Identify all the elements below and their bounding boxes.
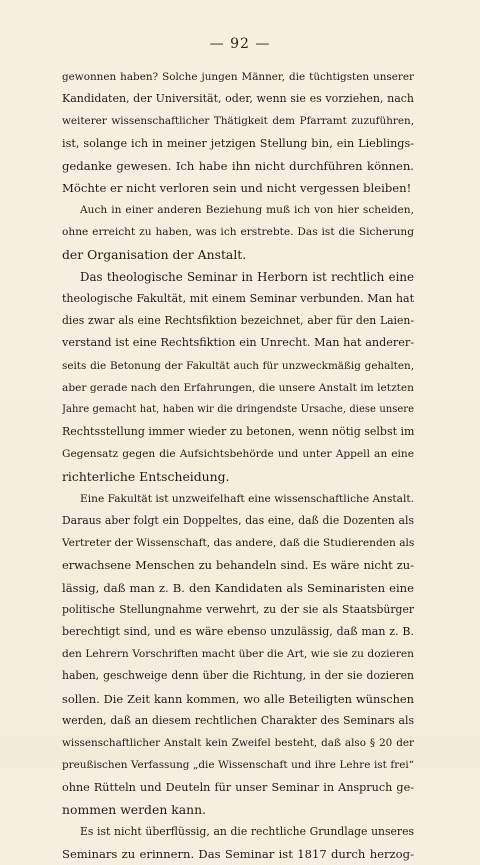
text-line: Es ist nicht überflüssig, an die rechtliche Grundlage unseres xyxy=(80,824,414,838)
text-line: nommen werden kann. xyxy=(62,801,207,817)
text-line: theologische Fakultät, mit einem Seminar verbunden. Man hat xyxy=(62,292,414,306)
text-line: preußischen Verfassung „die Wissenschaft und ihre Lehre ist frei“ xyxy=(62,759,414,772)
text-line: Auch in einer anderen Beziehung muß ich von hier scheiden, xyxy=(80,204,414,217)
text-line: werden, daß an diesem rechtlichen Charakter des Seminars als xyxy=(62,713,414,727)
text-line: politische Stellungnahme verwehrt, zu der sie als Staatsbürger xyxy=(62,602,414,616)
text-line: Das theologische Seminar in Herborn ist rechtlich eine xyxy=(80,269,414,284)
page-number: — 92 — xyxy=(209,36,271,52)
text-line: Gegensatz gegen die Aufsichtsbehörde und unter Appell an eine xyxy=(62,448,414,461)
text-line: gedanke gewesen. Ich habe ihn nicht durchführen können. xyxy=(62,158,414,173)
text-line: Eine Fakultät ist unzweifelhaft eine wissenschaftliche Anstalt. xyxy=(80,492,414,505)
text-line: ist, solange ich in meiner jetzigen Stellung bin, ein Lieblings- xyxy=(62,136,414,150)
text-line: Jahre gemacht hat, haben wir die dringendste Ursache, diese unsere xyxy=(62,404,414,416)
text-line: haben, geschweige denn über die Richtung, in der sie dozieren xyxy=(62,669,414,683)
text-line: den Lehrern Vorschriften macht über die Art, wie sie zu dozieren xyxy=(62,648,414,661)
text-line: verstand ist eine Rechtsfiktion ein Unrecht. Man hat anderer- xyxy=(62,336,414,350)
text-line: Vertreter der Wissenschaft, das andere, daß die Studierenden als xyxy=(62,537,414,550)
text-line: weiterer wissenschaftlicher Thätigkeit dem Pfarramt zuzuführen, xyxy=(62,115,414,128)
text-line: der Organisation der Anstalt. xyxy=(62,246,247,262)
text-line: ohne Rütteln und Deuteln für unser Seminar in Anspruch ge- xyxy=(62,780,414,794)
text-line: erwachsene Menschen zu behandeln sind. Es wäre nicht zu- xyxy=(62,558,414,573)
text-line: Rechtsstellung immer wieder zu betonen, wenn nötig selbst im xyxy=(62,425,414,439)
text-line: Kandidaten, der Universität, oder, wenn sie es vorziehen, nach xyxy=(62,92,414,106)
text-line: lässig, daß man z. B. den Kandidaten als Seminaristen eine xyxy=(62,580,414,595)
text-line: berechtigt sind, und es wäre ebenso unzulässig, daß man z. B. xyxy=(62,625,414,639)
text-line: Möchte er nicht verloren sein und nicht vergessen bleiben! xyxy=(62,181,412,196)
text-line: richterliche Entscheidung. xyxy=(62,468,230,484)
text-line: wissenschaftlicher Anstalt kein Zweifel besteht, daß also § 20 der xyxy=(62,737,414,750)
text-line: seits die Betonung der Fakultät auch für unzweckmäßig gehalten, xyxy=(62,359,414,372)
text-line: Daraus aber folgt ein Doppeltes, das eine, daß die Dozenten als xyxy=(62,514,414,528)
body-text xyxy=(62,66,414,865)
text-line: ohne erreicht zu haben, was ich erstrebte. Das ist die Sicherung xyxy=(62,226,414,239)
text-line: gewonnen haben? Solche jungen Männer, die tüchtigsten unserer xyxy=(62,71,414,83)
text-line: sollen. Die Zeit kann kommen, wo alle Beteiligten wünschen xyxy=(62,691,414,706)
text-line: dies zwar als eine Rechtsfiktion bezeichnet, aber für den Laien- xyxy=(62,314,414,328)
text-line: Seminars zu erinnern. Das Seminar ist 1817 durch herzog- xyxy=(62,847,414,862)
text-line: aber gerade nach den Erfahrungen, die unsere Anstalt im letzten xyxy=(62,381,414,394)
